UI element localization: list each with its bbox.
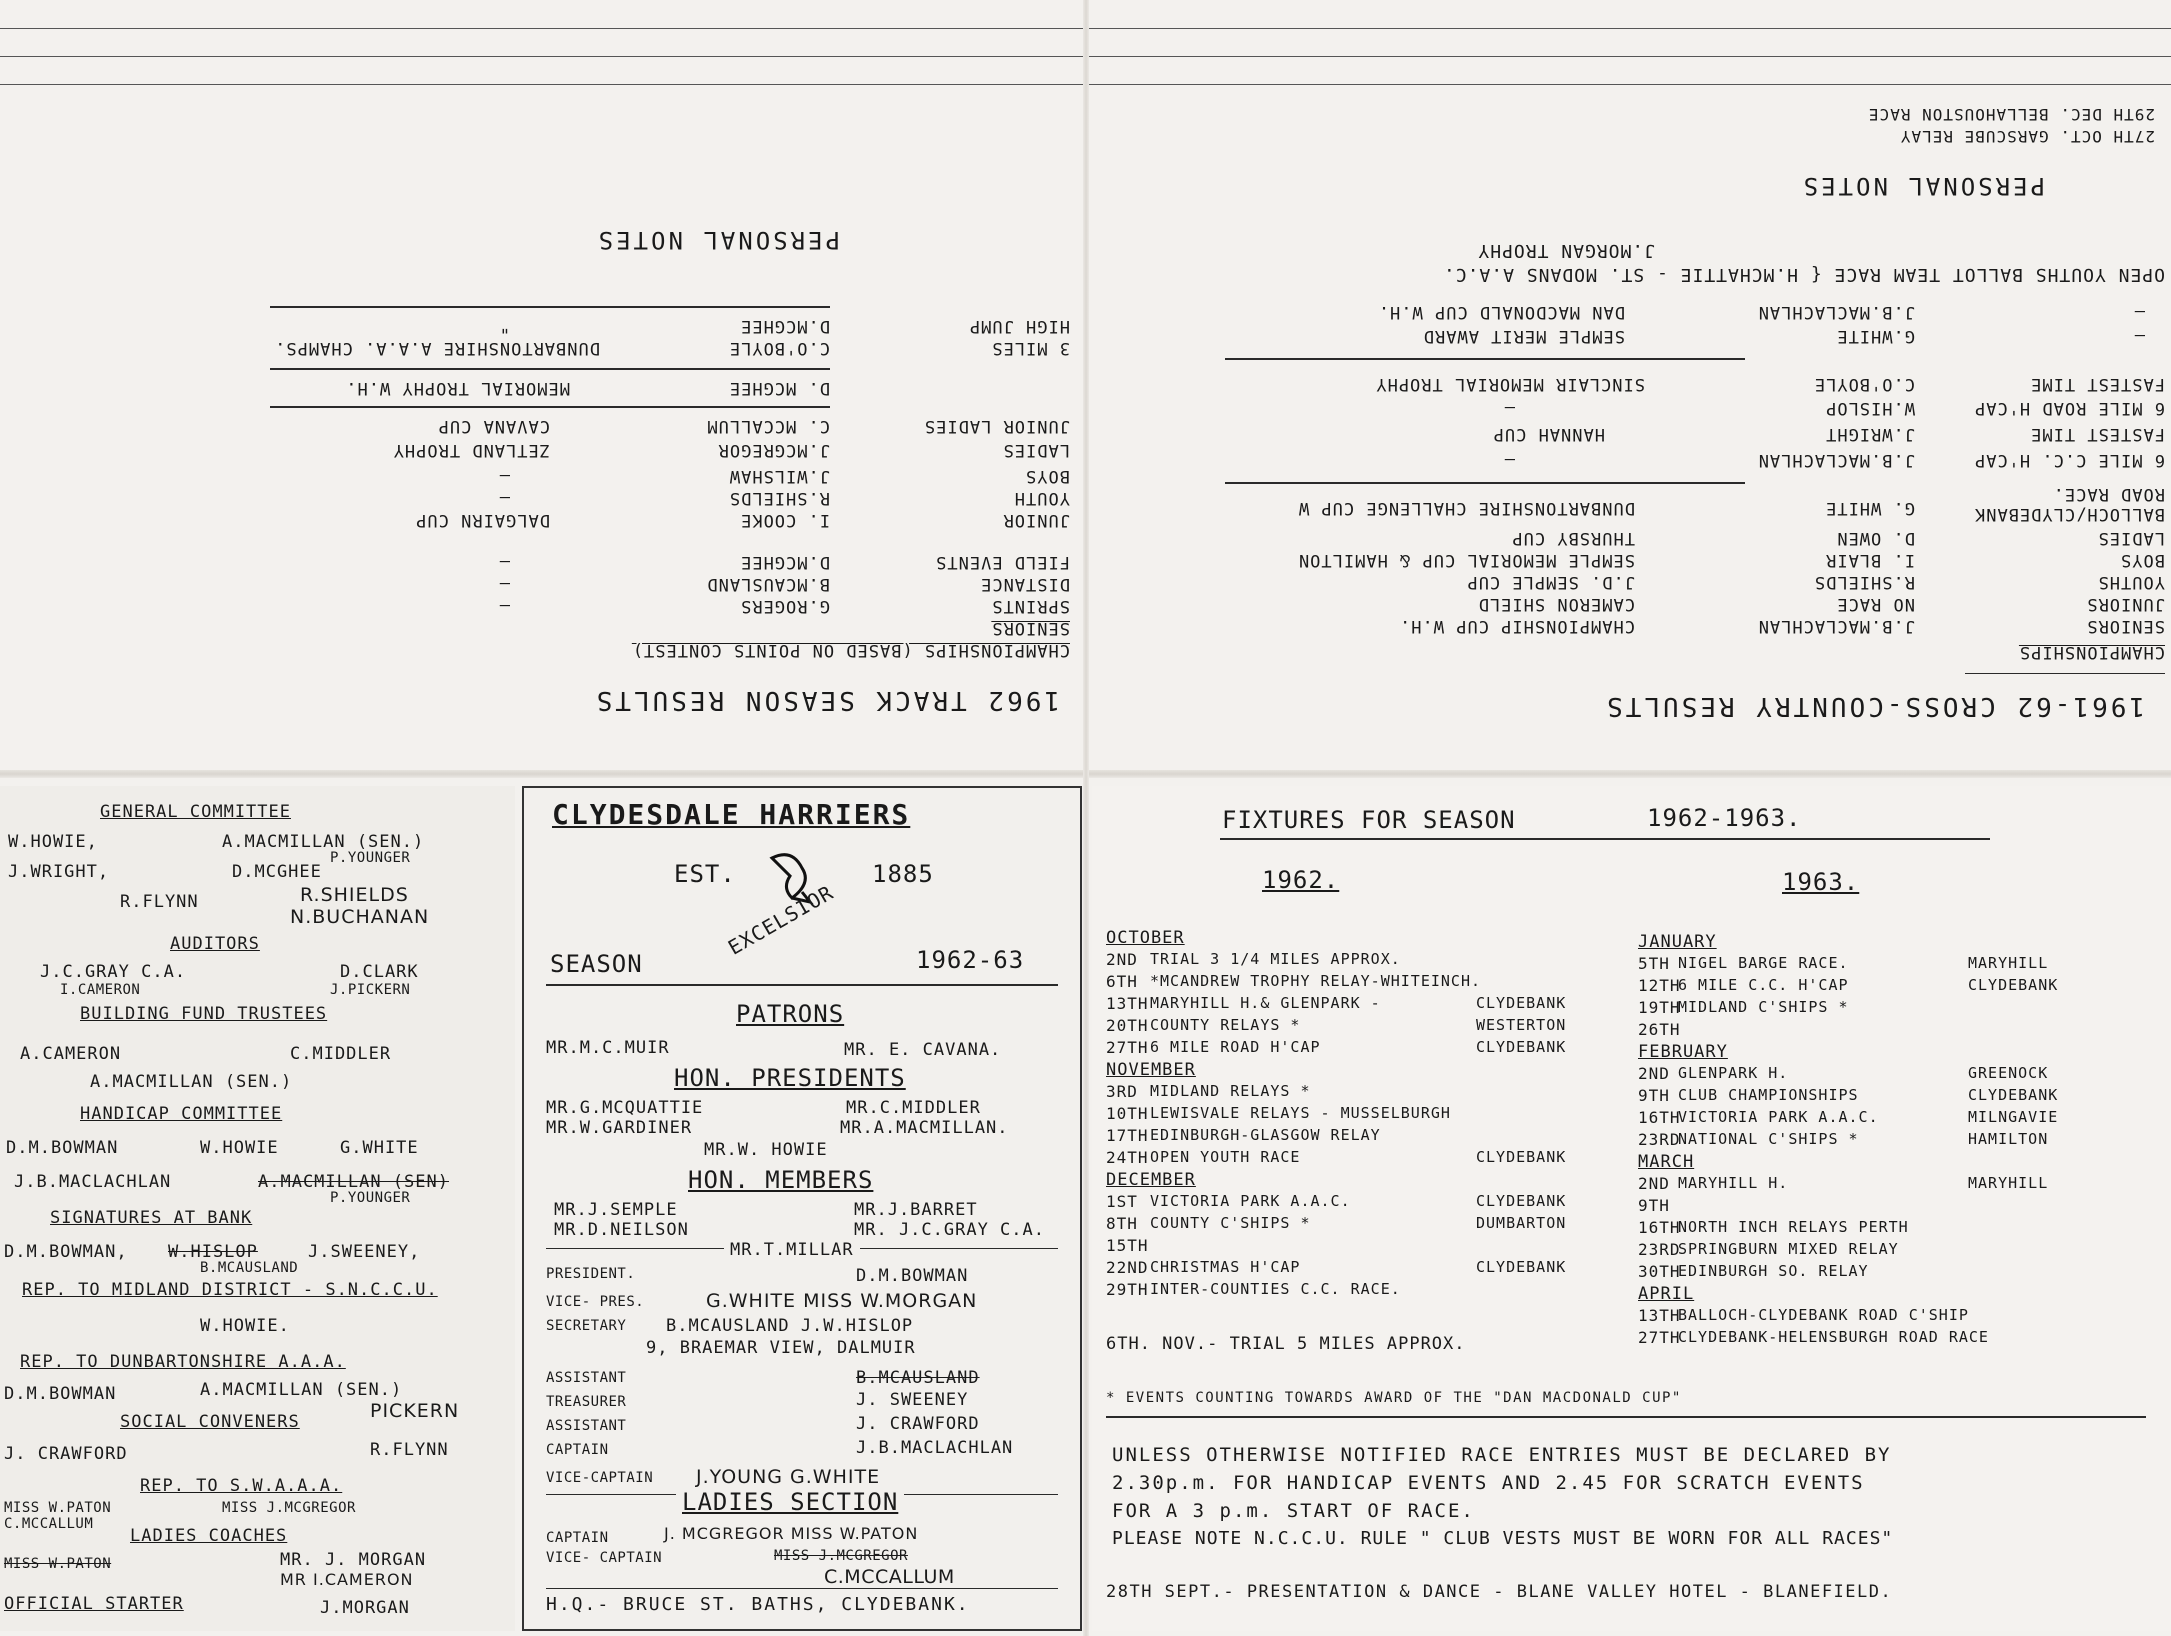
cc-row-category: YOUTHS bbox=[2097, 572, 2165, 592]
month-heading: MARCH bbox=[1638, 1152, 1695, 1172]
track-winner: C.O'BOYLE bbox=[728, 338, 830, 358]
track-trophy: — bbox=[498, 596, 510, 616]
handicapper: W.HOWIE bbox=[200, 1138, 279, 1158]
fixtures-panel bbox=[1092, 786, 2171, 1631]
track-trophy: " bbox=[498, 316, 510, 336]
building-fund-heading: BUILDING FUND TRUSTEES bbox=[80, 1004, 328, 1024]
auditor: J.PICKERN bbox=[330, 982, 411, 998]
notice-line: UNLESS OTHERWISE NOTIFIED RACE ENTRIES MUST BE DECLARED BY bbox=[1112, 1444, 1892, 1466]
trial-note: 6TH. NOV.- TRIAL 5 MILES APPROX. bbox=[1106, 1334, 1466, 1354]
fixture-date: 10TH bbox=[1106, 1104, 1149, 1123]
official-name: J.YOUNG G.WHITE bbox=[696, 1466, 881, 1488]
track-trophy: CAVANA CUP bbox=[437, 416, 550, 436]
fixture-date: 26TH bbox=[1638, 1020, 1681, 1039]
track-winner: R.SHIELDS bbox=[728, 488, 830, 508]
social-convener: J. CRAWFORD bbox=[4, 1444, 128, 1464]
fixture-event: EDINBURGH SO. RELAY bbox=[1678, 1262, 1869, 1280]
cc-row-category: SENIORS bbox=[2086, 616, 2165, 636]
fixture-date: 13TH bbox=[1638, 1306, 1681, 1325]
notice-line: 28TH SEPT.- PRESENTATION & DANCE - BLANE VALLEY HOTEL - BLANEFIELD. bbox=[1106, 1582, 1893, 1602]
official-role: TREASURER bbox=[546, 1394, 627, 1410]
hon-presidents-heading: HON. PRESIDENTS bbox=[674, 1064, 906, 1092]
fixture-event: 6 MILE ROAD H'CAP bbox=[1150, 1038, 1321, 1056]
fixture-venue: CLYDEBANK bbox=[1476, 1148, 1567, 1166]
fixture-event: CHRISTMAS H'CAP bbox=[1150, 1258, 1301, 1276]
fixture-venue: CLYDEBANK bbox=[1476, 1192, 1567, 1210]
fixture-date: 27TH bbox=[1106, 1038, 1149, 1057]
official-name: J. SWEENEY bbox=[856, 1390, 969, 1410]
fixture-event: MARYHILL H.& GLENPARK - bbox=[1150, 994, 1381, 1012]
fixture-date: 17TH bbox=[1106, 1126, 1149, 1145]
auditor: I.CAMERON bbox=[60, 982, 141, 998]
cc-time-event: FASTEST TIME bbox=[2030, 374, 2165, 394]
cc-row-category: JUNIORS bbox=[2086, 594, 2165, 614]
memorial-winner: D. MCGHEE bbox=[728, 378, 830, 398]
fixture-date: 9TH bbox=[1638, 1086, 1670, 1105]
official-role: SECRETARY bbox=[546, 1318, 627, 1334]
official-name: B.MCAUSLAND J.W.HISLOP bbox=[666, 1316, 914, 1336]
fixture-event: BALLOCH-CLYDEBANK ROAD C'SHIP bbox=[1678, 1306, 1969, 1324]
committee-member: W.HOWIE, bbox=[8, 832, 98, 852]
fixture-venue: HAMILTON bbox=[1968, 1130, 2049, 1148]
track-winner: D.MCGHEE bbox=[740, 552, 830, 572]
ladies-name: MISS J.MCGREGOR bbox=[774, 1548, 908, 1564]
committee-member: N.BUCHANAN bbox=[290, 906, 430, 928]
cross-country-results-block bbox=[1090, 86, 2165, 721]
fixture-date: 16TH bbox=[1638, 1108, 1681, 1127]
vertical-fold bbox=[1083, 0, 1089, 1636]
rep-dunbartonshire-heading: REP. TO DUNBARTONSHIRE A.A.A. bbox=[20, 1352, 346, 1372]
track-winner: J.WILSHAW bbox=[728, 466, 830, 486]
hon-member: MR. J.C.GRAY C.A. bbox=[854, 1220, 1045, 1240]
fixture-event: MIDLAND C'SHIPS * bbox=[1678, 998, 1849, 1016]
fixture-date: 19TH bbox=[1638, 998, 1681, 1017]
fixture-header-line: 27TH OCT. GARSCUBE RELAY bbox=[1899, 127, 2155, 146]
fixture-event: VICTORIA PARK A.A.C. bbox=[1678, 1108, 1879, 1126]
cc-row-trophy: DUNBARTONSHIRE CHALLENGE CUP W bbox=[1297, 498, 1635, 518]
official-starter: J.MORGAN bbox=[320, 1598, 410, 1618]
handicap-committee-heading: HANDICAP COMMITTEE bbox=[80, 1104, 283, 1124]
hon-member: MR.J.BARRET bbox=[854, 1200, 978, 1220]
rep-dunbartonshire: PICKERN bbox=[370, 1400, 460, 1422]
general-committee-heading: GENERAL COMMITTEE bbox=[100, 802, 291, 822]
rep-swaaa: C.MCCALLUM bbox=[4, 1516, 94, 1532]
rep-swaaa-heading: REP. TO S.W.A.A.A. bbox=[140, 1476, 343, 1496]
est-label: EST. bbox=[674, 860, 736, 888]
official-role: VICE- PRES. bbox=[546, 1294, 645, 1310]
official-role: CAPTAIN bbox=[546, 1442, 609, 1458]
fixture-event: CLYDEBANK-HELENSBURGH ROAD RACE bbox=[1678, 1328, 1989, 1346]
track-event: DISTANCE bbox=[980, 574, 1070, 594]
handicapper: A.MACMILLAN (SEN) bbox=[258, 1172, 449, 1192]
hon-president: MR.G.MCQUATTIE bbox=[546, 1098, 704, 1118]
fixture-venue: CLYDEBANK bbox=[1968, 976, 2059, 994]
track-event: 3 MILES bbox=[991, 338, 1070, 358]
track-trophy: — bbox=[498, 488, 510, 508]
notice-line: PLEASE NOTE N.C.C.U. RULE " CLUB VESTS MUST BE WORN FOR ALL RACES" bbox=[1112, 1528, 1894, 1549]
trustee: A.MACMILLAN (SEN.) bbox=[90, 1072, 293, 1092]
fixture-date: 2ND bbox=[1638, 1174, 1670, 1193]
patrons-heading: PATRONS bbox=[736, 1000, 845, 1028]
cc-time-winner: W.HISLOP bbox=[1825, 398, 1915, 418]
official-address: 9, BRAEMAR VIEW, DALMUIR bbox=[646, 1338, 916, 1358]
track-event: YOUTH bbox=[1013, 488, 1070, 508]
official-name: B.MCAUSLAND bbox=[856, 1368, 980, 1388]
cc-time-winner: C.O'BOYLE bbox=[1813, 374, 1915, 394]
track-trophy: ZETLAND TROPHY bbox=[392, 440, 550, 460]
hon-president: MR.A.MACMILLAN. bbox=[840, 1118, 1009, 1138]
cc-row-category: BOYS bbox=[2120, 550, 2165, 570]
open-youths-line: OPEN YOUTHS BALLOT TEAM RACE { H.MCHATTIE - ST. MODANS A.A.C. bbox=[1442, 264, 2165, 285]
ladies-role: VICE- CAPTAIN bbox=[546, 1550, 663, 1566]
rep-dunbartonshire: A.MACMILLAN (SEN.) bbox=[200, 1380, 403, 1400]
fixture-date: 15TH bbox=[1106, 1236, 1149, 1255]
track-winner: D.MCGHEE bbox=[740, 316, 830, 336]
official-role: PRESIDENT. bbox=[546, 1266, 636, 1282]
handicapper: P.YOUNGER bbox=[330, 1190, 411, 1206]
fixture-date: 12TH bbox=[1638, 976, 1681, 995]
merit-winner: G.WHITE bbox=[1836, 326, 1915, 346]
cc-row-trophy: CHAMPIONSHIP CUP W.H. bbox=[1399, 616, 1635, 636]
cross-country-title: 1961-62 CROSS-COUNTRY RESULTS bbox=[1604, 691, 2145, 721]
month-heading: DECEMBER bbox=[1106, 1170, 1196, 1190]
month-heading: JANUARY bbox=[1638, 932, 1717, 952]
hon-president: MR.C.MIDDLER bbox=[846, 1098, 981, 1118]
track-event: JUNIOR bbox=[1002, 510, 1070, 530]
fixture-date: 6TH bbox=[1106, 972, 1138, 991]
title-underline bbox=[1220, 838, 1990, 840]
fixture-date: 1ST bbox=[1106, 1192, 1138, 1211]
fixture-date: 13TH bbox=[1106, 994, 1149, 1013]
personal-notes-heading: PERSONAL NOTES bbox=[1800, 172, 2045, 200]
track-event: FIELD EVENTS bbox=[935, 552, 1070, 572]
club-hq: H.Q.- BRUCE ST. BATHS, CLYDEBANK. bbox=[546, 1594, 970, 1615]
hon-member: MR.J.SEMPLE bbox=[554, 1200, 678, 1220]
cc-time-trophy: — bbox=[1503, 398, 1515, 418]
fixture-venue: DUMBARTON bbox=[1476, 1214, 1567, 1232]
fixtures-season: 1962-1963. bbox=[1647, 804, 1802, 832]
cc-row-category: LADIES bbox=[2097, 528, 2165, 548]
fixture-date: 30TH bbox=[1638, 1262, 1681, 1281]
cc-time-trophy: HANNAH CUP bbox=[1492, 424, 1605, 444]
auditors-heading: AUDITORS bbox=[170, 934, 260, 954]
cc-championships-label: CHAMPIONSHIPS bbox=[2018, 642, 2165, 662]
hon-member: MR.D.NEILSON bbox=[554, 1220, 689, 1240]
track-event: SPRINTS bbox=[991, 596, 1070, 616]
patron: MR.M.C.MUIR bbox=[546, 1038, 670, 1058]
fixture-date: 22ND bbox=[1106, 1258, 1149, 1277]
fixture-date: 3RD bbox=[1106, 1082, 1138, 1101]
official-name: J.B.MACLACHLAN bbox=[856, 1438, 1014, 1458]
notice-line: FOR A 3 p.m. START OF RACE. bbox=[1112, 1500, 1475, 1522]
cc-row-winner: J.B.MACLACHLAN bbox=[1757, 616, 1915, 636]
fixture-date: 23RD bbox=[1638, 1130, 1681, 1149]
official-role: ASSISTANT bbox=[546, 1370, 627, 1386]
track-trophy: — bbox=[498, 466, 510, 486]
memorial-trophy: MEMORIAL TROPHY W.H. bbox=[345, 378, 570, 398]
cc-row-winner: D. OWEN bbox=[1836, 528, 1915, 548]
ladies-role: CAPTAIN bbox=[546, 1530, 609, 1546]
ladies-coach: MR I.CAMERON bbox=[280, 1570, 414, 1589]
trustee: C.MIDDLER bbox=[290, 1044, 392, 1064]
fixture-venue: MARYHILL bbox=[1968, 954, 2049, 972]
track-winner: B.MCAUSLAND bbox=[706, 574, 830, 594]
fixture-date: 16TH bbox=[1638, 1218, 1681, 1237]
fixture-venue: CLYDEBANK bbox=[1476, 1038, 1567, 1056]
cc-row-trophy: J.D. SEMPLE CUP bbox=[1466, 572, 1635, 592]
fixture-event: EDINBURGH-GLASGOW RELAY bbox=[1150, 1126, 1381, 1144]
fixture-date: 24TH bbox=[1106, 1148, 1149, 1167]
committee-member: R.FLYNN bbox=[120, 892, 199, 912]
est-year: 1885 bbox=[872, 860, 934, 888]
track-event: LADIES bbox=[1002, 440, 1070, 460]
rep-swaaa: MISS J.MCGREGOR bbox=[222, 1500, 356, 1516]
cc-time-winner: J.B.MACLACHLAN bbox=[1757, 450, 1915, 470]
official-starter-heading: OFFICIAL STARTER bbox=[4, 1594, 184, 1614]
official-name: G.WHITE MISS W.MORGAN bbox=[706, 1290, 978, 1312]
fixture-date: 5TH bbox=[1638, 954, 1670, 973]
social-conveners-heading: SOCIAL CONVENERS bbox=[120, 1412, 300, 1432]
track-event: BOYS bbox=[1025, 466, 1070, 486]
hon-president: MR.W.GARDINER bbox=[546, 1118, 693, 1138]
fixture-venue: CLYDEBANK bbox=[1968, 1086, 2059, 1104]
events-note: * EVENTS COUNTING TOWARDS AWARD OF THE "DAN MACDONALD CUP" bbox=[1106, 1390, 1682, 1406]
fixture-event: NATIONAL C'SHIPS * bbox=[1678, 1130, 1859, 1148]
fixture-event: *MCANDREW TROPHY RELAY-WHITEINCH. bbox=[1150, 972, 1482, 990]
track-trophy: — bbox=[498, 574, 510, 594]
club-name: CLYDESDALE HARRIERS bbox=[552, 798, 911, 831]
merit-award: DAN MACDONALD CUP W.H. bbox=[1377, 302, 1625, 322]
official-name: D.M.BOWMAN bbox=[856, 1266, 969, 1286]
fixtures-title: FIXTURES FOR SEASON bbox=[1222, 806, 1516, 834]
merit-award: SEMPLE MERIT AWARD bbox=[1422, 326, 1625, 346]
committee-panel bbox=[0, 786, 515, 1631]
hon-members-heading: HON. MEMBERS bbox=[688, 1166, 874, 1194]
signatures-heading: SIGNATURES AT BANK bbox=[50, 1208, 253, 1228]
fixture-event: LEWISVALE RELAYS - MUSSELBURGH bbox=[1150, 1104, 1451, 1122]
divider bbox=[1106, 1416, 2146, 1418]
divider bbox=[546, 984, 1058, 986]
fixture-venue: GREENOCK bbox=[1968, 1064, 2049, 1082]
fixture-header-line: 29TH DEC. BELLAHOUSTON RACE bbox=[1867, 105, 2155, 124]
month-heading: NOVEMBER bbox=[1106, 1060, 1196, 1080]
ladies-name: J. MCGREGOR MISS W.PATON bbox=[664, 1524, 919, 1543]
cc-time-event: 6 MILE C.C. H'CAP bbox=[1974, 450, 2165, 470]
fixture-date: 9TH bbox=[1638, 1196, 1670, 1215]
track-trophy: DALGAIRN CUP bbox=[415, 510, 550, 530]
month-heading: OCTOBER bbox=[1106, 928, 1185, 948]
open-youths-trophy: J.MORGAN TROPHY bbox=[1477, 240, 1655, 261]
hon-president: MR.W. HOWIE bbox=[704, 1140, 828, 1160]
cc-row-category: BALLOCH/CLYDEBANK ROAD RACE. bbox=[1974, 484, 2165, 524]
committee-member: D.MCGHEE bbox=[232, 862, 322, 882]
fixture-event: NIGEL BARGE RACE. bbox=[1678, 954, 1849, 972]
personal-notes-heading: PERSONAL NOTES bbox=[595, 226, 840, 254]
ladies-coach: MISS W.PATON bbox=[4, 1556, 112, 1572]
fixture-event: OPEN YOUTH RACE bbox=[1150, 1148, 1301, 1166]
official-role: VICE-CAPTAIN bbox=[546, 1470, 654, 1486]
cc-time-event: FASTEST TIME bbox=[2030, 424, 2165, 444]
committee-member: R.SHIELDS bbox=[300, 884, 409, 906]
rep-midland-heading: REP. TO MIDLAND DISTRICT - S.N.C.C.U. bbox=[22, 1280, 438, 1300]
club-motto: EXCELSIOR bbox=[723, 880, 838, 960]
track-title: 1962 TRACK SEASON RESULTS bbox=[593, 685, 1060, 715]
cc-row-trophy: CAMERON SHIELD bbox=[1477, 594, 1635, 614]
committee-member: A.MACMILLAN (SEN.) bbox=[222, 832, 425, 852]
fixture-event: SPRINGBURN MIXED RELAY bbox=[1678, 1240, 1899, 1258]
fixture-venue: CLYDEBANK bbox=[1476, 994, 1567, 1012]
signatory: D.M.BOWMAN, bbox=[4, 1242, 128, 1262]
fixture-event: MARYHILL H. bbox=[1678, 1174, 1789, 1192]
fixture-event: CLUB CHAMPIONSHIPS bbox=[1678, 1086, 1859, 1104]
signatory: B.MCAUSLAND bbox=[200, 1260, 299, 1276]
fixture-venue: CLYDEBANK bbox=[1476, 1258, 1567, 1276]
track-seniors-label: SENIORS bbox=[991, 618, 1070, 638]
divider bbox=[546, 1588, 1058, 1589]
ladies-name: C.MCCALLUM bbox=[824, 1566, 955, 1588]
signatory: J.SWEENEY, bbox=[308, 1242, 421, 1262]
trustee: A.CAMERON bbox=[20, 1044, 122, 1064]
fixture-venue: WESTERTON bbox=[1476, 1016, 1567, 1034]
year-1963: 1963. bbox=[1782, 868, 1860, 896]
fixture-event: INTER-COUNTIES C.C. RACE. bbox=[1150, 1280, 1401, 1298]
fixture-event: NORTH INCH RELAYS PERTH bbox=[1678, 1218, 1909, 1236]
fixture-event: TRIAL 3 1/4 MILES APPROX. bbox=[1150, 950, 1401, 968]
club-panel bbox=[522, 786, 1082, 1631]
fixture-date: 27TH bbox=[1638, 1328, 1681, 1347]
fixture-venue: MARYHILL bbox=[1968, 1174, 2049, 1192]
auditor: J.C.GRAY C.A. bbox=[40, 962, 187, 982]
cc-row-winner: NO RACE bbox=[1836, 594, 1915, 614]
merit-winner: J.B.MACLACHLAN bbox=[1757, 302, 1915, 322]
fixture-date: 29TH bbox=[1106, 1280, 1149, 1299]
fixture-event: MIDLAND RELAYS * bbox=[1150, 1082, 1311, 1100]
month-heading: APRIL bbox=[1638, 1284, 1695, 1304]
season-years: 1962-63 bbox=[916, 946, 1025, 974]
track-winner: G.ROGERS bbox=[740, 596, 830, 616]
rep-swaaa: MISS W.PATON bbox=[4, 1500, 112, 1516]
auditor: D.CLARK bbox=[340, 962, 419, 982]
cc-time-trophy: SINCLAIR MEMORIAL TROPHY bbox=[1375, 374, 1645, 394]
merit-dash: — bbox=[2133, 326, 2145, 346]
committee-member: J.WRIGHT, bbox=[8, 862, 110, 882]
rep-dunbartonshire: D.M.BOWMAN bbox=[4, 1384, 117, 1404]
track-winner: C. MCCALLUM bbox=[706, 416, 830, 436]
month-heading: FEBRUARY bbox=[1638, 1042, 1728, 1062]
cc-time-winner: J.WRIGHT bbox=[1825, 424, 1915, 444]
track-winner: I. COOKE bbox=[740, 510, 830, 530]
handicapper: G.WHITE bbox=[340, 1138, 419, 1158]
cc-row-winner: R.SHIELDS bbox=[1813, 572, 1915, 592]
official-name: J. CRAWFORD bbox=[856, 1414, 980, 1434]
official-role: ASSISTANT bbox=[546, 1418, 627, 1434]
year-1962: 1962. bbox=[1262, 866, 1340, 894]
cc-time-trophy: — bbox=[1503, 450, 1515, 470]
track-season-results-block bbox=[30, 150, 1070, 715]
handicapper: D.M.BOWMAN bbox=[6, 1138, 119, 1158]
cc-row-trophy: THURSBY CUP bbox=[1511, 528, 1635, 548]
track-trophy: DUNBARTONSHIRE A.A.A. CHAMPS. bbox=[274, 338, 600, 358]
fixture-date: 8TH bbox=[1106, 1214, 1138, 1233]
handicapper: J.B.MACLACHLAN bbox=[14, 1172, 172, 1192]
track-championships-label: CHAMPIONSHIPS (BASED ON POINTS CONTEST) bbox=[631, 640, 1070, 660]
track-event: HIGH JUMP bbox=[968, 316, 1070, 336]
patron: MR. E. CAVANA. bbox=[844, 1040, 1002, 1060]
ladies-coaches-heading: LADIES COACHES bbox=[130, 1526, 288, 1546]
season-label: SEASON bbox=[550, 950, 643, 978]
fixture-date: 2ND bbox=[1106, 950, 1138, 969]
fixture-event: GLENPARK H. bbox=[1678, 1064, 1789, 1082]
track-winner: J.MCGREGOR bbox=[717, 440, 830, 460]
fixture-event: 6 MILE C.C. H'CAP bbox=[1678, 976, 1849, 994]
committee-member: P.YOUNGER bbox=[330, 850, 411, 866]
rep-midland: W.HOWIE. bbox=[200, 1316, 290, 1336]
cc-row-winner: I. BLAIR bbox=[1825, 550, 1915, 570]
ladies-section-heading: LADIES SECTION bbox=[676, 1488, 904, 1516]
fixture-event: COUNTY RELAYS * bbox=[1150, 1016, 1301, 1034]
cc-row-winner: G. WHITE bbox=[1825, 498, 1915, 518]
fixture-date: 20TH bbox=[1106, 1016, 1149, 1035]
ladies-coach: MR. J. MORGAN bbox=[280, 1550, 427, 1570]
fixture-event: VICTORIA PARK A.A.C. bbox=[1150, 1192, 1351, 1210]
cc-row-trophy: SEMPLE MEMORIAL CUP & HAMILTON bbox=[1297, 550, 1635, 570]
cc-time-event: 6 MILE ROAD H'CAP bbox=[1974, 398, 2165, 418]
social-convener: R.FLYNN bbox=[370, 1440, 449, 1460]
fixture-date: 23RD bbox=[1638, 1240, 1681, 1259]
hon-member: MR.T.MILLAR bbox=[724, 1240, 860, 1260]
fixture-venue: MILNGAVIE bbox=[1968, 1108, 2059, 1126]
track-event: JUNIOR LADIES bbox=[923, 416, 1070, 436]
fixture-date: 2ND bbox=[1638, 1064, 1670, 1083]
merit-dash: — bbox=[2133, 302, 2145, 322]
fixture-event: COUNTY C'SHIPS * bbox=[1150, 1214, 1311, 1232]
track-trophy: — bbox=[498, 552, 510, 572]
signatory: W.HISLOP bbox=[168, 1242, 258, 1262]
notice-line: 2.30p.m. FOR HANDICAP EVENTS AND 2.45 FOR SCRATCH EVENTS bbox=[1112, 1472, 1865, 1494]
